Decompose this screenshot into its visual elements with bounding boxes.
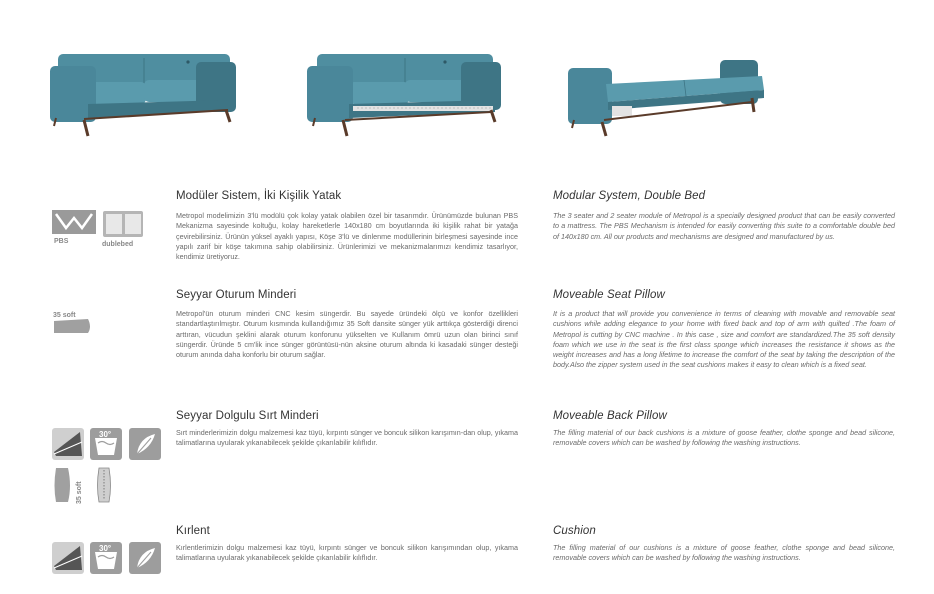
- section-1-title-en: Modular System, Double Bed: [553, 190, 706, 202]
- feather-mix-icon: [52, 542, 84, 574]
- section-4-title-en: Cushion: [553, 525, 596, 537]
- section-1-title-tr: Modüler Sistem, İki Kişilik Yatak: [176, 190, 342, 202]
- dublebed-icon: [101, 210, 147, 248]
- section-4-title-tr: Kırlent: [176, 525, 210, 537]
- section-2-title-en: Moveable Seat Pillow: [553, 289, 665, 301]
- section-2-text-tr: Metropol'ün oturum minderi CNC kesim süngerdir. Bu sayede üründeki ölçü ve konfor özellikleri standartlaştırılmıştır. Oturum kısmında kullandığımız 35 Soft dansite sünger yük arttıkça gösterdiği direnci arttıran, vücudun şeklini alarak oturum konforunu yükselten ve Kullanım ömrü uzun olan birinci sınıf süngerdir. Üründe 5 cm'lik ince sünger görüntüsü-nün aksine oturum altında ki kasadaki sünger desteği oturum anında daha konforlu bir oturum sağlar.: [176, 309, 518, 360]
- svg-text:35 soft: 35 soft: [76, 481, 83, 504]
- sofa-closed-image: [48, 52, 240, 138]
- soft-35-label-icon: [72, 466, 84, 506]
- section-4-text-tr: Kırlentlerimizin dolgu malzemesi kaz tüyü, kırpıntı sünger ve boncuk silikon karışımından olup, yıkama talimatlarına uyularak yıkanabilecek şekilde çıkarılabilir kılıflıdır.: [176, 543, 518, 563]
- section-4-text-en: The filling material of our cushions is a mixture of goose feather, clothe sponge and bead silicone, removable covers which can be washed by following the washing instructions.: [553, 543, 895, 563]
- soft-35-back-pillow-icon: [52, 466, 74, 504]
- wash-30-icon: [90, 542, 122, 574]
- svg-text:30°: 30°: [99, 430, 112, 439]
- section-3-text-tr: Sırt minderlerimizin dolgu malzemesi kaz tüyü, kırpıntı sünger ve boncuk silikon karışımın-dan olup, yıkama talimatlarına uyularak yıkanabilecek şekilde çıkarılabilir kılıflıdır.: [176, 428, 518, 448]
- soft-35-seat-icon: [52, 309, 92, 335]
- pbs-icon: [52, 210, 96, 246]
- feather-icon: [129, 428, 161, 460]
- svg-text:30°: 30°: [99, 544, 112, 553]
- section-3-title-tr: Seyyar Dolgulu Sırt Minderi: [176, 410, 319, 422]
- section-2-title-tr: Seyyar Oturum Minderi: [176, 289, 297, 301]
- svg-text:35 soft: 35 soft: [53, 312, 76, 319]
- wash-30-icon: [90, 428, 122, 460]
- svg-text:PBS: PBS: [54, 238, 69, 245]
- feather-mix-icon: [52, 428, 84, 460]
- zipper-pillow-icon: [94, 466, 114, 504]
- sofa-bed-open-image: [566, 58, 768, 138]
- svg-text:dublebed: dublebed: [102, 241, 134, 248]
- section-3-text-en: The filling material of our back cushions is a mixture of goose feather, clothe sponge and bead silicone, removable covers which can be washed by following the washing instructions.: [553, 428, 895, 448]
- section-1-text-tr: Metropol modelimizin 3'lü modülü çok kolay yatak olabilen özel bir tasarımdır. Ürünümüzde bulunan PBS Mekanizma sayesinde koltuğu, kolay hareketlerle 140x180 cm boyutlarında iki kişilik rahat bir yatağa çevirebilirsiniz. Ürünün yüksel ayaklı yapısı, Köşe 3'lü ve dinlenme modüllerinin birleşmesi sayesinde ince yapılı zarif bir köşe takımına sahip olabilirsiniz. Ürünlerimizi ve mekanizmalarımızı kendimiz tasarlıyor, kendimiz üretiyoruz.: [176, 211, 518, 262]
- feather-icon: [129, 542, 161, 574]
- section-1-text-en: The 3 seater and 2 seater module of Metropol is a specially designed product that can be easily converted to a mattress. The PBS Mechanism is intended for easily converting this suite to a comfortable double bed of 140x180 cm. All our products and mechanisms are designed and manufactured by us.: [553, 211, 895, 241]
- sofa-half-open-image: [305, 52, 505, 138]
- section-2-text-en: It is a product that will provide you convenience in terms of cleaning with movable and removable seat cushions while adding elegance to your home with fixed back and top of arm with quilted .The foam of Metropol is cutting by CNC machine . In this case , size and comfort are standardized.The 35 soft density foam which we use in the seat is the first class sponge which increases the resistance it shows as the weight increases and has a long lifetime to increase the comfort of the seat by taking the description of the body.Also the zipper system used in the seat cushions makes it easy to clean which is a fixed seat.: [553, 309, 895, 370]
- section-3-title-en: Moveable Back Pillow: [553, 410, 667, 422]
